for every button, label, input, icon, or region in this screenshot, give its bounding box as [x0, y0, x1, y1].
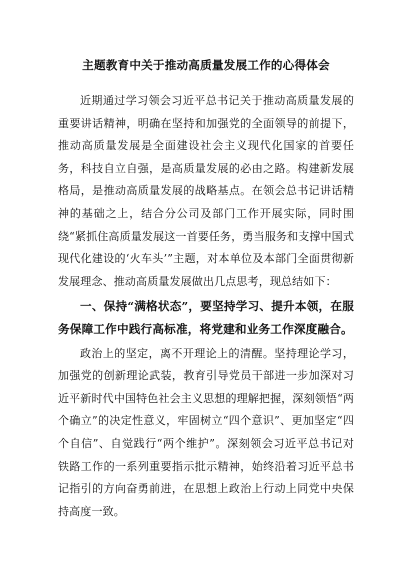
intro-paragraph: 近期通过学习领会习近平总书记关于推动高质量发展的重要讲话精神，明确在坚持和加强党的全面领导的前提下，推动高质量发展是全面建设社会主义现代化国家的首要任务，科技自立自强，是高质量发展的必由之路。构建新发展格局，是推动高质量发展的战略基点。在领会总书记讲话精神的基础之上，结合分公司及部门工作开展实际，同时围绕“紧抓住高质量发展这一首要任务，勇当服务和支撑中国式现代化建设的‘火车头’”主题，对本单位及本部门全面贯彻新发展理念、推动高质量发展做出几点思考，现总结如下：: [58, 94, 354, 288]
document-title: 主题教育中关于推动高质量发展工作的心得体会: [82, 58, 330, 72]
section-1-paragraph: 政治上的坚定，离不开理论上的清醒。坚持理论学习，加强党的创新理论武装，教育引导党员干部进一步加深对习近平新时代中国特色社会主义思想的理解把握，深刻领悟“两个确立”的决定性意义，牢固树立“四个意识”、更加坚定“四个自信”、自觉践行“两个维护”。深刻领会习近平总书记对铁路工作的一系列重要指示批示精神，始终沿着习近平总书记指引的方向奋勇前进，在思想上政治上行动上同党中央保持高度一致。: [58, 346, 354, 518]
section-1-heading: 一、保持“满格状态”，要坚持学习、提升本领，在服务保障工作中践行高标准，将党建和业务工作深度融合。: [58, 299, 354, 336]
